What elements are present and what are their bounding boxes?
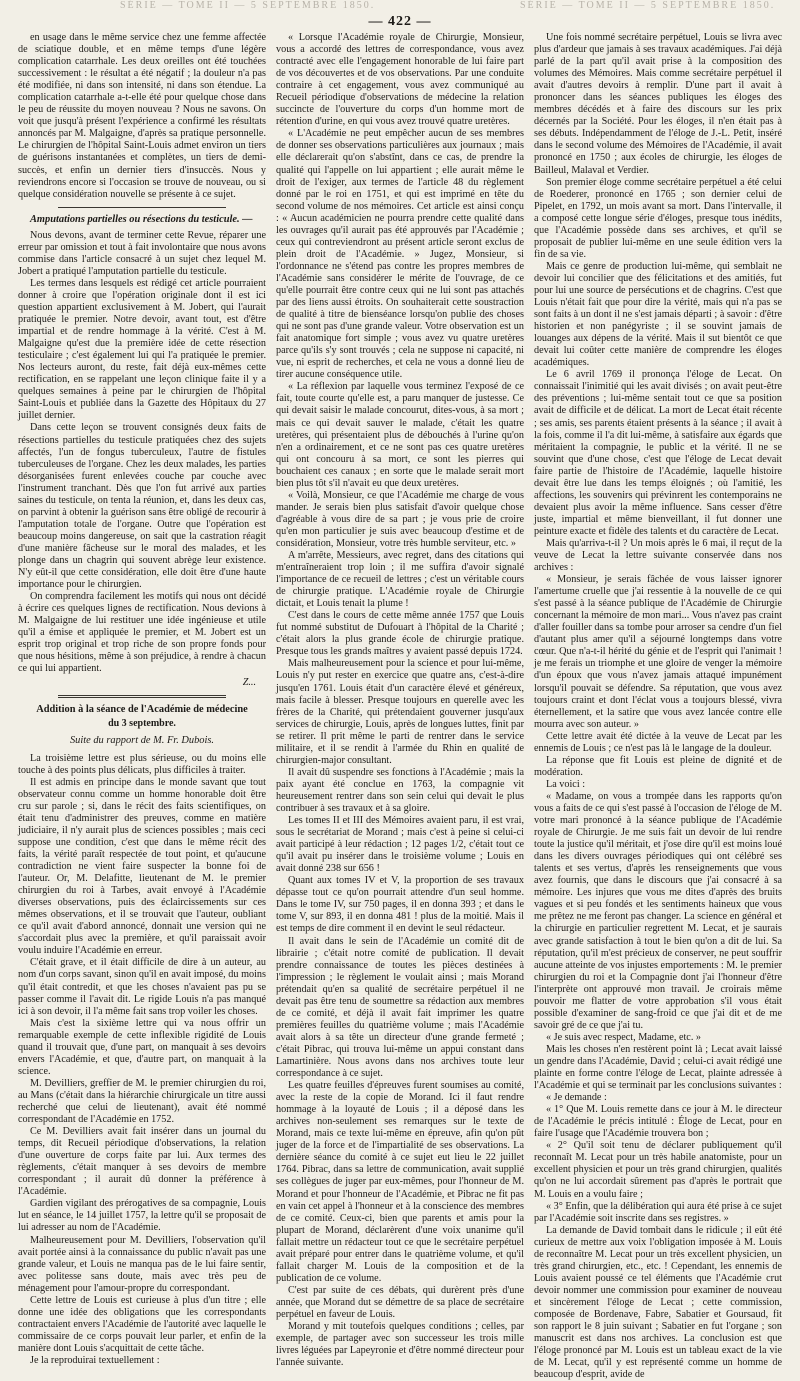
paragraph: Cette lettre avait été dictée à la veuve de Lecat par les ennemis de Louis ; ce n'est pas là le langage de la douleur.: [534, 730, 782, 754]
paragraph: Une fois nommé secrétaire perpétuel, Louis se livra avec plus d'ardeur que jamais à ses travaux académiques. J'ai déjà parlé de la part qu'il avait prise à la composition des volumes des Mémoires. Mais comme secrétaire perpétuel il avait d'autres devoirs à remplir. D'une part il avait à prononcer dans les séances publiques les éloges des membres décédés et à faire des discours sur les prix décernés par la Société. Pour les éloges, il n'en était pas à ses débuts. Indépendamment de l'éloge de J.-L. Petit, inséré dans le second volume des Mémoires de l'Académie, il avait prononcé en 1750 ; aux écoles de chirurgie, les éloges de Bailleul, Malaval et Verdier.: [534, 32, 782, 176]
paragraph: Il avait dû suspendre ses fonctions à l'Académie ; mais la paix ayant été conclue en 1763, la compagnie vit heureusement rentrer dans son sein celui qui devait le plus contribuer à ses travaux et à sa gloire.: [276, 766, 524, 814]
academy-date: du 3 septembre.: [108, 717, 176, 729]
paragraph: Gardien vigilant des prérogatives de sa compagnie, Louis lut en séance, le 14 juillet 1757, la lettre qu'il se proposait de lui adresser au nom de l'Académie.: [18, 1198, 266, 1234]
paragraph: « Je suis avec respect, Madame, etc. »: [546, 1031, 702, 1043]
paragraph: « 2° Qu'il soit tenu de déclarer publiquement qu'il reconnaît M. Lecat pour un très habile anatomiste, pour un excellent physicien et pour un très grand chirurgien, qualités qu'on ne lui accordait sûrement pas d'après le portrait que M. Louis en a voulu faire ;: [534, 1140, 782, 1200]
paragraph: « Je demande :: [546, 1092, 607, 1104]
paragraph: Morand y mit toutefois quelques conditions ; celles, par exemple, de partager avec son successeur les trois mille livres léguées par Lapeyronie et d'être nommé directeur pour l'année suivante.: [276, 1321, 524, 1369]
paragraph: « Monsieur, je serais fâchée de vous laisser ignorer l'amertume cruelle que j'ai ressentie à la nouvelle de ce qui s'est passé à la séance publique de l'Académie de Chirurgie concernant la mémoire de mon mari... Vous n'avez pas craint d'aller fouiller dans sa tombe pour arroser sa cendre d'un fiel d'autant plus amer qu'il a séjourné longtemps dans votre cœur. Que n'a-t-il hérité du génie et de l'esprit qui l'animait ! je me ferais un triomphe et une gloire de venger la mémoire d'un époux que vous n'avez jamais attaqué impunément lorsqu'il pouvait se défendre. Sa réputation, que vous avez toujours craint et dont l'éclat vous a toujours blessé, vivra éternellement, et la satire que vous avez lancée contre elle mourra avec son auteur. »: [534, 574, 782, 730]
column-3: [534, 32, 782, 1381]
paragraph: C'était grave, et il était difficile de dire à un auteur, au nom d'un corps savant, sinon qu'il en avait imposé, du moins qu'il était contredit, et que les choses n'avaient pas pu se passer comme il l'avait dit. Le rigide Louis n'a pas manqué ici à son devoir, il l'a même fait sans trop voiler les choses.: [18, 957, 266, 1017]
paragraph: La demande de David tombait dans le ridicule ; il eût été curieux de mettre aux voix l'obligation imposée à M. Louis de reconnaître M. Lecat pour un très excellent physicien, un très grand chirurgien, etc., etc. ! Cependant, les ennemis de Louis avaient poussé ce tel éléments que l'Académie crut devoir nommer une commission pour examiner de nouveau et sincèrement l'éloge de Lecat ; cette commission, composée de Bordenave, Fabre, Sabatier et Goursaud, fit son rapport le 8 juin suivant ; Sabatier en fut l'organe ; son manuscrit est dans nos archives. La conclusion est que l'éloge prononcé par M. Louis est un tableau exact de la vie de M. Lecat, qu'il y est représenté comme un homme de beaucoup d'esprit, avide de: [534, 1224, 782, 1381]
paragraph: On comprendra facilement les motifs qui nous ont décidé à écrire ces quelques lignes de rectification. Nous devions à M. Malgaigne de lui restituer une idée ingénieuse et utile qu'il a émise et appliquée le premier, et M. Jobert est un esprit trop original et trop riche de son propre fonds pour que nous hésitions, même à son préjudice, à rendre à chacun ce qui lui appartient.: [18, 591, 266, 675]
paragraph: Les termes dans lesquels est rédigé cet article pourraient donner à croire que l'opération originale dont il est ici question appartient exclusivement à M. Jobert, qui l'aurait pratiquée le premier. Notre devoir, avant tout, est d'être impartial et de rendre hommage à la vérité. C'est à M. Malgaigne qu'est due la première idée de cette résection testiculaire ; c'est également lui qui l'a pratiquée le premier. Nos lecteurs auront, du reste, fait déjà eux-mêmes cette rectification, en se rappelant une leçon clinique faite il y a quelques semaines à peine par le chirurgien de l'hôpital Saint-Louis et publiée dans la Gazette des Hôpitaux du 27 juillet dernier.: [18, 277, 266, 422]
paragraph: Ce M. Devilliers avait fait insérer dans un journal du temps, dit Recueil périodique d'observations, la relation d'une ouverture de corps faite par lui. Aux termes des règlements, c'était manquer à ses devoirs de membre correspondant ; il aurait dû donner la préférence à l'Académie.: [18, 1126, 266, 1198]
report-title: Suite du rapport de M. Fr. Dubois.: [69, 734, 215, 746]
paragraph: « La réflexion par laquelle vous terminez l'exposé de ce fait, toute courte qu'elle est, a paru manquer de justesse. Ce qui devait saisir le malade concourut, dites-vous, à sa mort ; mais ce qui devait sauver le malade, c'était les quatre uretères, qui présentaient plus de débouchés à l'urine qu'on n'en a ordinairement, et ce ne sont pas ces quatre uretères qui ont concouru à sa mort, ce sont les pierres qui bouchaient ces canaux ; en sorte que le malade serait mort bien plus tôt s'il n'avait eu que deux uretères.: [276, 381, 524, 489]
paragraph: C'est dans le cours de cette même année 1757 que Louis fut nommé substitut de Dufouart à l'hôpital de la Charité ; c'était alors la plus grande école de chirurgie pratique. Presque tous les grands maîtres y avaient passé depuis 1724.: [276, 610, 524, 658]
paragraph: « L'Académie ne peut empêcher aucun de ses membres de donner ses observations particulières aux journaux ; mais elle déclarerait qu'on s'abstînt, dans ce cas, de prendre la qualité qui l'appelle on lui appartient ; elle aurait même le droit de l'exiger, aux termes de l'article 48 du règlement donné par le roi en 1751, et qui est imprimé en tête du second volume de nos mémoires. Cet article est ainsi conçu : « Aucun académicien ne pourra prendre cette qualité dans les ouvrages qu'il aurait pas été approuvés par l'Académie ; ceux qui contreviendront au présent article seront exclus de plein droit de l'Académie. » Jugez, Monsieur, si l'ordonnance ne s'étend pas contre les propres membres de l'Académie sans considérer le mérite de l'ouvrage, de ce qu'elle pourrait être contre ceux qui ne lui sont pas attachés par des liens aussi étroits. On souhaiterait cette soustraction de qualité à titre de bienséance lorsqu'on publie des choses qui ne sont pas d'une grande valeur. Votre observation est un fait anatomique fort simple ; vous avez vu quatre uretères parce qu'ils s'y sont trouvés ; cela ne suppose ni capacité, ni vue, ni esprit de recherches, et cela ne vous a donné lieu de tirer aucune conséquence utile.: [276, 128, 524, 381]
paragraph: La réponse que fit Louis est pleine de dignité et de modération.: [534, 754, 782, 778]
bleed-through-header: [0, 0, 800, 12]
paragraph: Cette lettre de Louis est curieuse à plus d'un titre ; elle donne une idée des obligations que les correspondants contractaient envers l'Académie de l'autorité avec laquelle le commissaire de ce corps pouvait leur parler, et enfin de la manière dont Louis s'acquittait de cette tâche.: [18, 1294, 266, 1354]
academy-title: Addition à la séance de l'Académie de médecine: [36, 704, 248, 716]
paragraph: M. Devilliers, greffier de M. le premier chirurgien du roi, au Mans (c'était dans la hiérarchie chirurgicale un titre aussi recherché que celui de lieutenant), avait été nommé correspondant de l'Académie en 1752.: [18, 1077, 266, 1126]
paragraph: Quant aux tomes IV et V, la proportion de ses travaux dépasse tout ce qu'on pourrait attendre d'un seul homme. Dans le tome IV, sur 750 pages, il en donna 393 ; et dans le tome V, sur 893, il en donna 481 ! plus de la moitié. Mais il est temps de dire comment il en devint le seul rédacteur.: [276, 875, 524, 935]
page-number: — 422 —: [368, 14, 432, 29]
paragraph: « Voilà, Monsieur, ce que l'Académie me charge de vous mander. Je serais bien plus satisfait d'avoir quelque chose d'agréable à vous dire de sa part ; je vous prie de croire qu'en mon particulier je suis avec beaucoup d'estime et de considération, Monsieur, votre très humble serviteur, etc. »: [276, 489, 524, 549]
divider: [58, 207, 226, 208]
paragraph: Je la reproduirai textuellement :: [30, 1354, 160, 1366]
paragraph: en usage dans le même service chez une femme affectée de sciatique double, et en même temps d'une légère complication catarrhale. Les deux oreilles ont été touchées successivement : le résultat a été négatif ; la douleur n'a pas été modifiée, ni dans son intensité, ni dans son étendue. La complication catarrhale a-t-elle été pour quelque chose dans le peu de réussite du moyen nouveau ? Nous ne savons. On voit que jusqu'à présent l'expérience a confirmé les résultats annoncés par M. Malgaigne, d'après sa pratique personnelle. Le chirurgien de l'hôpital Saint-Louis admet environ un tiers de guérisons instantanées et complètes, un tiers de demi-succès, et enfin un dernier tiers d'insuccès. Nous y reviendrons encore si l'occasion se trouve de nouveau, ou si quelque considération nouvelle se présente à ce sujet.: [18, 32, 266, 200]
paragraph: Malheureusement pour M. Devilliers, l'observation qu'il avait portée ainsi à la connaissance du public n'avait pas une grande valeur, et Louis ne manqua pas de le lui faire sentir, avec politesse sans doute, mais avec très peu de ménagement pour l'amour-propre du correspondant.: [18, 1234, 266, 1294]
paragraph: Nous devons, avant de terminer cette Revue, réparer une erreur par omission et tout à fait involontaire que nous avons commise dans l'article consacré à un sujet chez lequel M. Jobert a pratiqué l'amputation partielle du testicule.: [18, 229, 266, 277]
paragraph: A m'arrête, Messieurs, avec regret, dans des citations qui m'entraîneraient trop loin ; il me suffira d'avoir signalé l'importance de ce recueil de lettres ; c'est un véritable cours de chirurgie pratique. L'Académie royale de Chirurgie dictait, et Louis tenait la plume !: [276, 550, 524, 610]
paragraph: Les quatre feuilles d'épreuves furent soumises au comité, avec la reste de la copie de Morand. Ici il faut rendre hommage à la loyauté de Louis ; il a déposé dans les archives non-seulement ses remarques sur le texte de Morand, mais ce texte lui-même en épreuve, afin qu'on pût juger de la force et de l'impartialité de ses observations. La dernière séance du comité à ce sujet eut lieu le 22 juillet 1764. Pibrac, dans sa lettre de communication, avait supplié ses collègues de juger par eux-mêmes, pour l'honneur de M. Morand et pour l'honneur de l'Académie, et Pibrac ne fit pas en vain cet appel à l'honneur et à la conscience des membres de ce comité. Ceux-ci, bien que parents et amis pour la plupart de Morand, déclarèrent d'une voix unanime qu'il fallait mettre un rédacteur tout ce que le secrétaire perpétuel avait préparé pour entrer dans le quatrième volume, et qu'il fallait charger M. Louis de la composition et de la publication de ce volume.: [276, 1080, 524, 1284]
paragraph: Mais malheureusement pour la science et pour lui-même, Louis n'y put rester en exercice que quatre ans, c'est-à-dire jusqu'en 1761. Louis était d'un caractère élevé et généreux, mais facile à blesser. Presque toujours en querelle avec les frères de la Charité, qui prétendaient gouverner jusqu'aux services de chirurgie, Louis, après de longues luttes, finit par se retirer. Il prit même le parti de rentrer dans le service militaire, et il se rendit à l'armée du Rhin en qualité de chirurgien-major consultant.: [276, 658, 524, 766]
paragraph: « 3° Enfin, que la délibération qui aura été prise à ce sujet par l'Académie soit inscrite dans ses registres. »: [534, 1200, 782, 1224]
text-columns: [18, 32, 782, 1381]
signature: Z...: [242, 677, 256, 689]
paragraph: Son premier éloge comme secrétaire perpétuel a été celui de Roederer, prononcé en 1765 ; son dernier celui de Pipelet, en 1792, un mois avant sa mort. Dans l'intervalle, il a composé cette longue série d'éloges, presque tous inédits, que l'Académie possède dans ses archives, et qu'il se proposait de publier lui-même en une seule édition vers la fin de sa vie.: [534, 176, 782, 260]
column-1: [18, 32, 266, 1381]
divider: [58, 695, 226, 698]
paragraph: C'est par suite de ces débats, qui durèrent près d'une année, que Morand dut se démettre de sa place de secrétaire perpétuel en faveur de Louis.: [276, 1284, 524, 1320]
paragraph: « 1° Que M. Louis remette dans ce jour à M. le directeur de l'Académie le précis intitulé : Éloge de Lecat, pour en faire l'usage que l'Académie trouvera bon ;: [534, 1104, 782, 1140]
paragraph: Il avait dans le sein de l'Académie un comité dit de librairie ; c'était notre comité de publication. Il devait prendre connaissance de toutes les pièces destinées à l'impression ; le règlement le voulait ainsi ; mais Morand prétendait qu'en sa qualité de secrétaire perpétuel il ne devait pas être tenu de soumettre sa rédaction aux membres de ce comité, et déjà il avait fait imprimer les quatre premières feuilles du quatrième volume ; mais l'Académie avait alors à sa tête un directeur d'une grande fermeté ; c'était Pibrac, qui trouva lui-même un appui constant dans Lamartinière. Nous avons dans nos archives toute leur correspondance à ce sujet.: [276, 935, 524, 1080]
paragraph: Mais qu'arriva-t-il ? Un mois après le 6 mai, il reçut de la veuve de Lecat la lettre suivante conservée dans nos archives :: [534, 537, 782, 574]
paragraph: Mais les choses n'en restèrent point là ; Lecat avait laissé un gendre dans l'Académie, David ; celui-ci avait rédigé une plainte en forme contre l'éloge de Lecat, plainte adressée à l'Académie et qui se terminait par les conclusions suivantes :: [534, 1043, 782, 1092]
paragraph: Les tomes II et III des Mémoires avaient paru, il est vrai, sous le secrétariat de Morand ; mais c'est à peine si celui-ci avait participé à leur rédaction ; 12 pages 1/2, c'était tout ce qu'il avait pu insérer dans le troisième volume ; Louis en avait donné 238 sur 656 !: [276, 815, 524, 875]
paragraph: « Lorsque l'Académie royale de Chirurgie, Monsieur, vous a accordé des lettres de correspondance, vous avez contracté avec elle l'engagement honorable de lui faire part de vos découvertes et de vos observations. Par une conduite contraire à cet engagement, vous avez communiqué au Recueil périodique d'observations de médecine la relation succincte de l'ouverture du corps d'un homme mort de rétention d'urine, en qui vous avez trouvé quatre uretères.: [276, 32, 524, 128]
paragraph: La troisième lettre est plus sérieuse, ou du moins elle touche à des points plus délicats, plus difficiles à traiter.: [18, 752, 266, 776]
ghost-text-left: SÉRIE — TOME II — 5 SEPTEMBRE 1850.: [120, 0, 376, 11]
column-2: [276, 32, 524, 1381]
ghost-text-right: SÉRIE — TOME II — 5 SEPTEMBRE 1850.: [520, 0, 776, 11]
paragraph: La voici :: [546, 778, 586, 790]
section-title: Amputations partielles ou résections du testicule. —: [30, 213, 253, 225]
paragraph: Le 6 avril 1769 il prononça l'éloge de Lecat. On connaissait l'inimitié qui les avait divisés ; on avait peut-être des préventions ; lui-même sentait tout ce que sa position avait de difficile et de délicat. La mort de Lecat était récente ; ses amis, ses parents étaient présents à la séance ; il avait à la fois, comme il l'a dit lui-même, à satisfaire aux égards que méritaient la compagnie, le public et la vérité. Il ne se souvint que d'une chose, c'est que l'éloge de Lecat devait faire partie de l'histoire de l'Académie, laquelle histoire devait être lue dans les temps éloignés ; où l'amitié, les affections, les souvenirs qui prévinrent les contemporains ne devaient plus avoir la même influence. Sans cesser d'être juste, impartial et même bienveillant, il fut donner une peinture exacte et fidèle des talents et du caractère de Lecat.: [534, 369, 782, 537]
paragraph: Il est admis en principe dans le monde savant que tout observateur connu comme un homme honorable doit être cru sur parole ; si, dans le récit des faits scientifiques, on était tenu d'administrer des preuves, comme en matière judiciaire, il n'y aurait plus de sciences possibles ; mais ceci suppose une condition, c'est que dans le même récit des faits, la vérité paraît respectée de tout point, et qu'aucune contradiction ne vient faire suspecter la bonne foi de l'auteur. Or, M. Delafitte, lieutenant de M. le premier chirurgien du roi à Tarbes, avait envoyé à l'Académie diverses observations, puis des éclaircissements sur ces mêmes observations, et il se trouvait que l'auteur, oubliant ce qu'il avait d'abord annoncé, donnait une version qui ne s'accordait plus avec la première, et qu'il paraissait avoir voulu induire l'Académie en erreur.: [18, 776, 266, 957]
paragraph: Mais c'est la sixième lettre qui va nous offrir un remarquable exemple de cette inflexible rigidité de Louis quand il trouvait que, d'une part, on manquait à ses devoirs envers l'Académie, et que, d'autre part, on manquait à la science.: [18, 1017, 266, 1077]
paragraph: Mais ce genre de production lui-même, qui semblait ne devoir lui concilier que des félicitations et des amitiés, fut pour lui une source de persécutions et de chagrins. C'est que Louis n'était fait que pour dire la vérité, mais qui n'a pas se sont faits à un dont il ne s'est jamais départi ; à savoir : d'être historien et non panégyriste ; il se souvint jamais de louanges aux dépens de la vérité. Mais il sut bientôt ce que devait lui coûter cette manière de comprendre les éloges académiques.: [534, 260, 782, 369]
paragraph: « Madame, on vous a trompée dans les rapports qu'on vous a faits de ce qui s'est passé à l'occasion de l'éloge de M. votre mari prononcé à la séance publique de l'Académie royale de Chirurgie. Je me suis fait un devoir de lui rendre toute la justice qu'il méritait, et j'ose dire qu'il est moins loué dans les divers ouvrages périodiques qui ont célébré ses talents et ses vertus, d'après les renseignements que vous avez fournis, que dans le discours que j'ai consacré à sa mémoire. Les injures que vous me dites d'après des bruits vagues et si peu fondés et les sentiments haineux que vous me prêtez ne me feront pas changer. La science en général et la chirurgie en particulier regrettent M. Lecat, et je saurais avec grande satisfaction à tout le bien qu'on a dit de lui. Sa réputation, qu'il m'est précieux de conserver, ne peut souffrir aucune atteinte de vos injustes emportements : M. le premier chirurgien du roi et la Compagnie dont j'ai l'honneur d'être l'interprète ont approuvé mon travail. Je croirais même pouvoir me flatter de votre approbation s'il vous était possible d'examiner de sang-froid ce que j'ai dit et de me savoir gré de ce que j'ai tu.: [534, 790, 782, 1031]
paragraph: Dans cette leçon se trouvent consignés deux faits de résections partielles du testicule pratiquées chez des sujets affectés, l'un de fongus tuberculeux, l'autre de fistules tuberculeuses de l'organe. Chez les deux malades, les parties désorganisées furent enlevées couche par couche avec l'instrument tranchant. Dès que l'on fut arrivé aux parties saines du testicule, on tenta la réunion, et, dans les deux cas, on parvint à obtenir la guérison sans être obligé de recourir à l'amputation totale de l'organe. Outre que l'opération est beaucoup moins dangereuse, on sait que la castration réagit d'une manière fâcheuse sur le moral des malades, et les plonge dans un chagrin qui souvent abrège leur existence. N'y eût-il que cette considération, elle doit être d'une haute importance pour le chirurgien.: [18, 422, 266, 591]
